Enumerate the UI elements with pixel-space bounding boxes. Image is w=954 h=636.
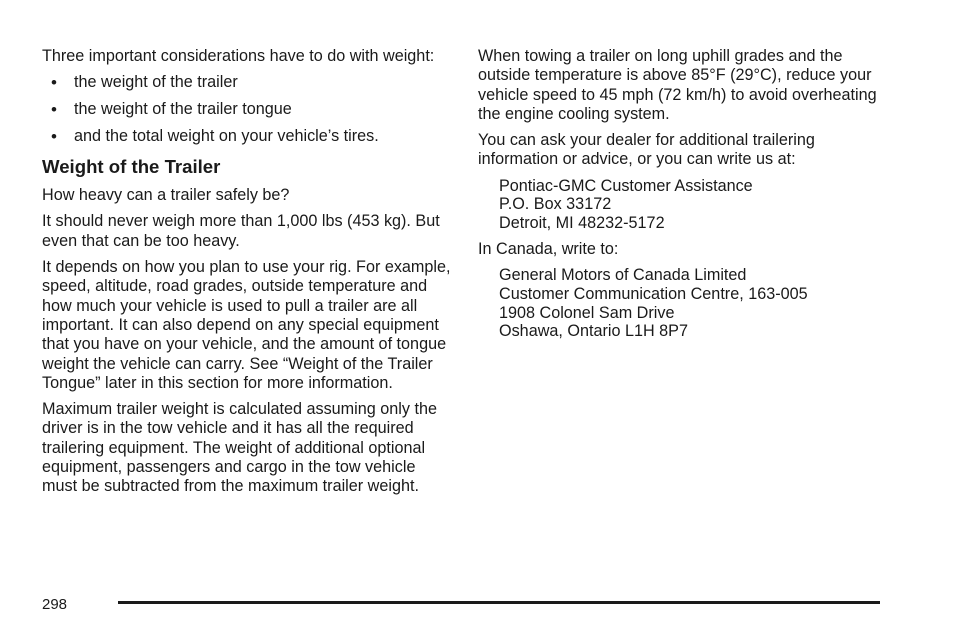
weight-considerations-list (42, 73, 452, 146)
address-line: General Motors of Canada Limited (499, 266, 747, 285)
address-line: Detroit, MI 48232-5172 (499, 214, 665, 233)
canada-address-block (499, 266, 888, 341)
body-paragraph: How heavy can a trailer safely be? (42, 186, 290, 205)
list-item: • and the total weight on your vehicle’s tires. (42, 127, 452, 146)
page-number: 298 (42, 596, 68, 613)
address-line: P.O. Box 33172 (499, 195, 612, 214)
body-paragraph: It should never weigh more than 1,000 lbs (453 kg). But even that can be too heavy. (42, 212, 440, 250)
us-address-block (499, 177, 888, 233)
intro-paragraph: Three important considerations have to do with weight: (42, 47, 435, 65)
section-heading: Weight of the Trailer (42, 156, 221, 178)
address-line: 1908 Colonel Sam Drive (499, 303, 675, 322)
right-column (478, 47, 888, 348)
address-line: Pontiac-GMC Customer Assistance (499, 176, 753, 195)
left-column (42, 47, 452, 504)
address-line: Customer Communication Centre, 163-005 (499, 284, 808, 303)
list-item: • the weight of the trailer (42, 73, 452, 92)
body-paragraph: You can ask your dealer for additional trailering information or advice, or you can write us at: (478, 131, 815, 169)
footer-divider (118, 601, 880, 604)
address-line: Oshawa, Ontario L1H 8P7 (499, 322, 688, 341)
body-paragraph: Maximum trailer weight is calculated assuming only the driver is in the tow vehicle and it has all the required trailering equipment. The weight of additional optional equipment, passengers and cargo in the tow vehicle must be subtracted from the maximum trailer weight. (42, 400, 437, 496)
list-item: • the weight of the trailer tongue (42, 100, 452, 119)
canada-label: In Canada, write to: (478, 239, 619, 258)
body-paragraph: When towing a trailer on long uphill grades and the outside temperature is above 85°F (29°C), reduce your vehicle speed to 45 mph (72 km/h) to avoid overheating the engine cooling system. (478, 47, 877, 123)
body-paragraph: It depends on how you plan to use your rig. For example, speed, altitude, road grades, outside temperature and how much your vehicle is used to pull a trailer are all important. It can also depend on any special equipment that you have on your vehicle, and the amount of tongue weight the vehicle can carry. See “Weight of the Trailer Tongue” later in this section for more information. (42, 258, 451, 392)
